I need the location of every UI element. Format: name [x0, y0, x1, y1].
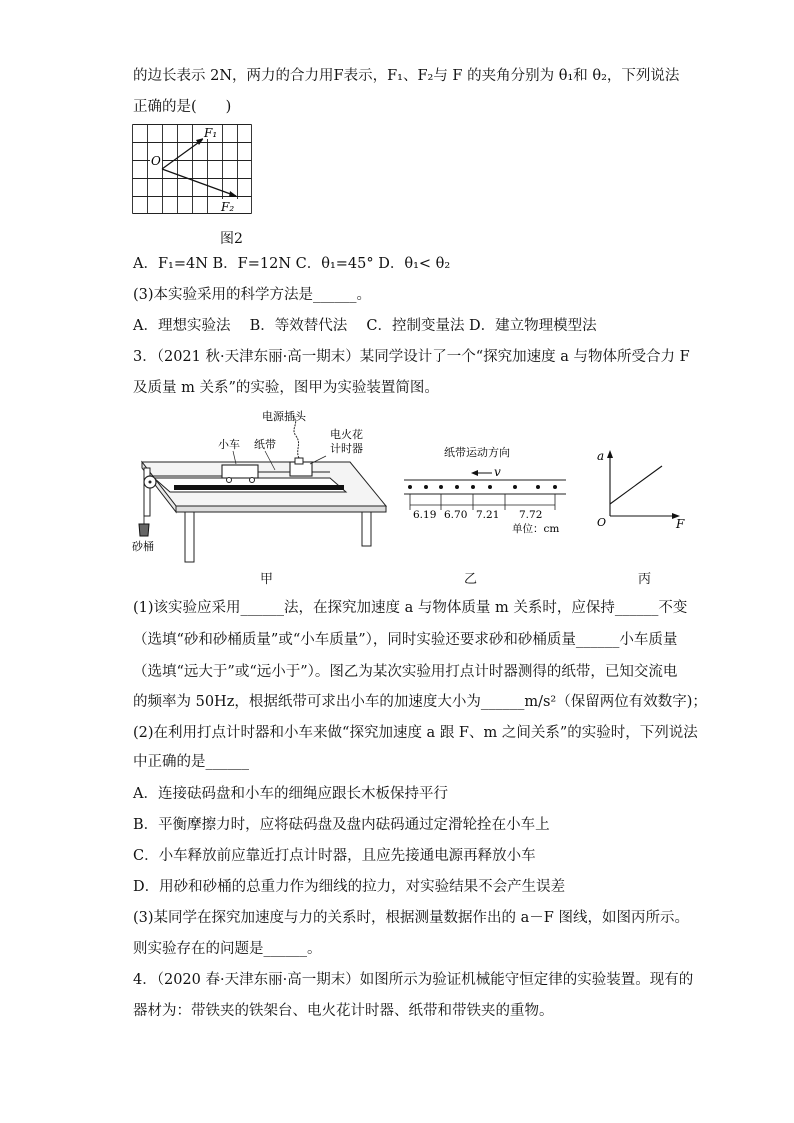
- label-timer-1: 电火花: [330, 428, 363, 441]
- segment-1: 6.19: [413, 509, 437, 521]
- label-tape: 纸带: [254, 438, 276, 451]
- label-F2: F₂: [221, 200, 235, 214]
- segment-2: 6.70: [444, 509, 468, 521]
- label-F1: F₁: [204, 126, 218, 140]
- label-bucket: 砂桶: [132, 540, 154, 553]
- part1-line-4: 的频率为 50Hz，根据纸带可求出小车的加速度大小为______m/s²（保留两位有效数字)；: [133, 694, 707, 710]
- caption-jia: 甲: [260, 572, 274, 587]
- question3-head-2: 及质量 m 关系”的实验，图甲为实验装置简图。: [133, 380, 439, 396]
- option-A: A．连接砝码盘和小车的细绳应跟长木板保持平行: [133, 786, 448, 802]
- segment-4: 7.72: [519, 509, 543, 521]
- option-B: B．平衡摩擦力时，应将砝码盘及盘内砝码通过定滑轮拴在小车上: [133, 817, 550, 833]
- caption-bing: 丙: [638, 572, 652, 587]
- question4-line-2: 器材为：带铁夹的铁架台、电火花计时器、纸带和带铁夹的重物。: [133, 1003, 554, 1019]
- part1-line-3: （选填“远大于”或“远小于”）。图乙为某次实验用打点计时器测得的纸带，已知交流电: [133, 664, 678, 680]
- vector-F2: [162, 169, 236, 196]
- label-power-plug: 电源插头: [262, 410, 306, 423]
- part1-line-1: (1)该实验应采用______法，在探究加速度 a 与物体质量 m 关系时，应保持______不变: [133, 600, 688, 616]
- unit-label: 单位：cm: [512, 523, 560, 535]
- part3-line-2: 则实验存在的问题是______。: [133, 941, 322, 957]
- tape-figure: [402, 444, 574, 536]
- options-line-2: A．理想实验法 B．等效替代法 C．控制变量法 D．建立物理模型法: [133, 318, 597, 334]
- table-leg-right: [362, 512, 371, 546]
- segment-3: 7.21: [476, 509, 500, 521]
- a-axis-label: a: [597, 449, 605, 463]
- force-grid-figure: [132, 124, 252, 218]
- label-cart: 小车: [218, 438, 240, 451]
- part3-line-1: (3)某同学在探究加速度与力的关系时，根据测量数据作出的 a－F 图线，如图丙所示。: [133, 910, 689, 926]
- tape-dots: [408, 485, 557, 489]
- text-line-2: 正确的是( ): [133, 99, 232, 115]
- question3-head-1: 3．（2021 秋·天津东丽·高一期末）某同学设计了一个“探究加速度 a 与物体所受合力 F: [133, 349, 690, 365]
- label-O: O: [151, 154, 161, 168]
- origin-label: O: [597, 516, 607, 529]
- option-D: D．用砂和砂桶的总重力作为细线的拉力，对实验结果不会产生误差: [133, 879, 566, 895]
- table-front: [176, 506, 386, 512]
- a-F-graph: [592, 446, 688, 530]
- options-line-1: A．F₁=4N B．F=12N C．θ₁=45° D．θ₁< θ₂: [133, 256, 451, 272]
- velocity-label: v: [494, 465, 501, 479]
- F-axis-label: F: [676, 517, 685, 530]
- vector-F1: [162, 140, 202, 169]
- question4-line-1: 4．（2020 春·天津东丽·高一期末）如图所示为验证机械能守恒定律的实验装置。现有的: [133, 972, 694, 988]
- label-timer-2: 计时器: [330, 442, 363, 455]
- sand-bucket: [139, 524, 149, 536]
- a-F-line: [610, 466, 662, 504]
- tape-direction-label: 纸带运动方向: [444, 446, 510, 459]
- part2-line-1: (2)在利用打点计时器和小车来做“探究加速度 a 跟 F、m 之间关系”的实验时，下列说法: [133, 725, 698, 741]
- vector-F2-arrowhead: [229, 191, 238, 197]
- text-line-1: 的边长表示 2N，两力的合力用F表示，F₁、F₂与 F 的夹角分别为 θ₁和 θ₂，下列说法: [133, 68, 680, 84]
- method-question: (3)本实验采用的科学方法是______。: [133, 287, 372, 303]
- apparatus-figure: [130, 406, 392, 566]
- part1-line-2: （选填“砂和砂桶质量”或“小车质量”），同时实验还要求砂和砂桶质量______小车质量: [133, 632, 678, 648]
- table-leg-left: [185, 512, 194, 562]
- figure2-caption: 图2: [220, 231, 243, 247]
- cart: [222, 465, 258, 478]
- caption-yi: 乙: [464, 572, 478, 587]
- part2-line-2: 中正确的是______: [133, 754, 249, 770]
- option-C: C．小车释放前应靠近打点计时器，且应先接通电源再释放小车: [133, 848, 536, 864]
